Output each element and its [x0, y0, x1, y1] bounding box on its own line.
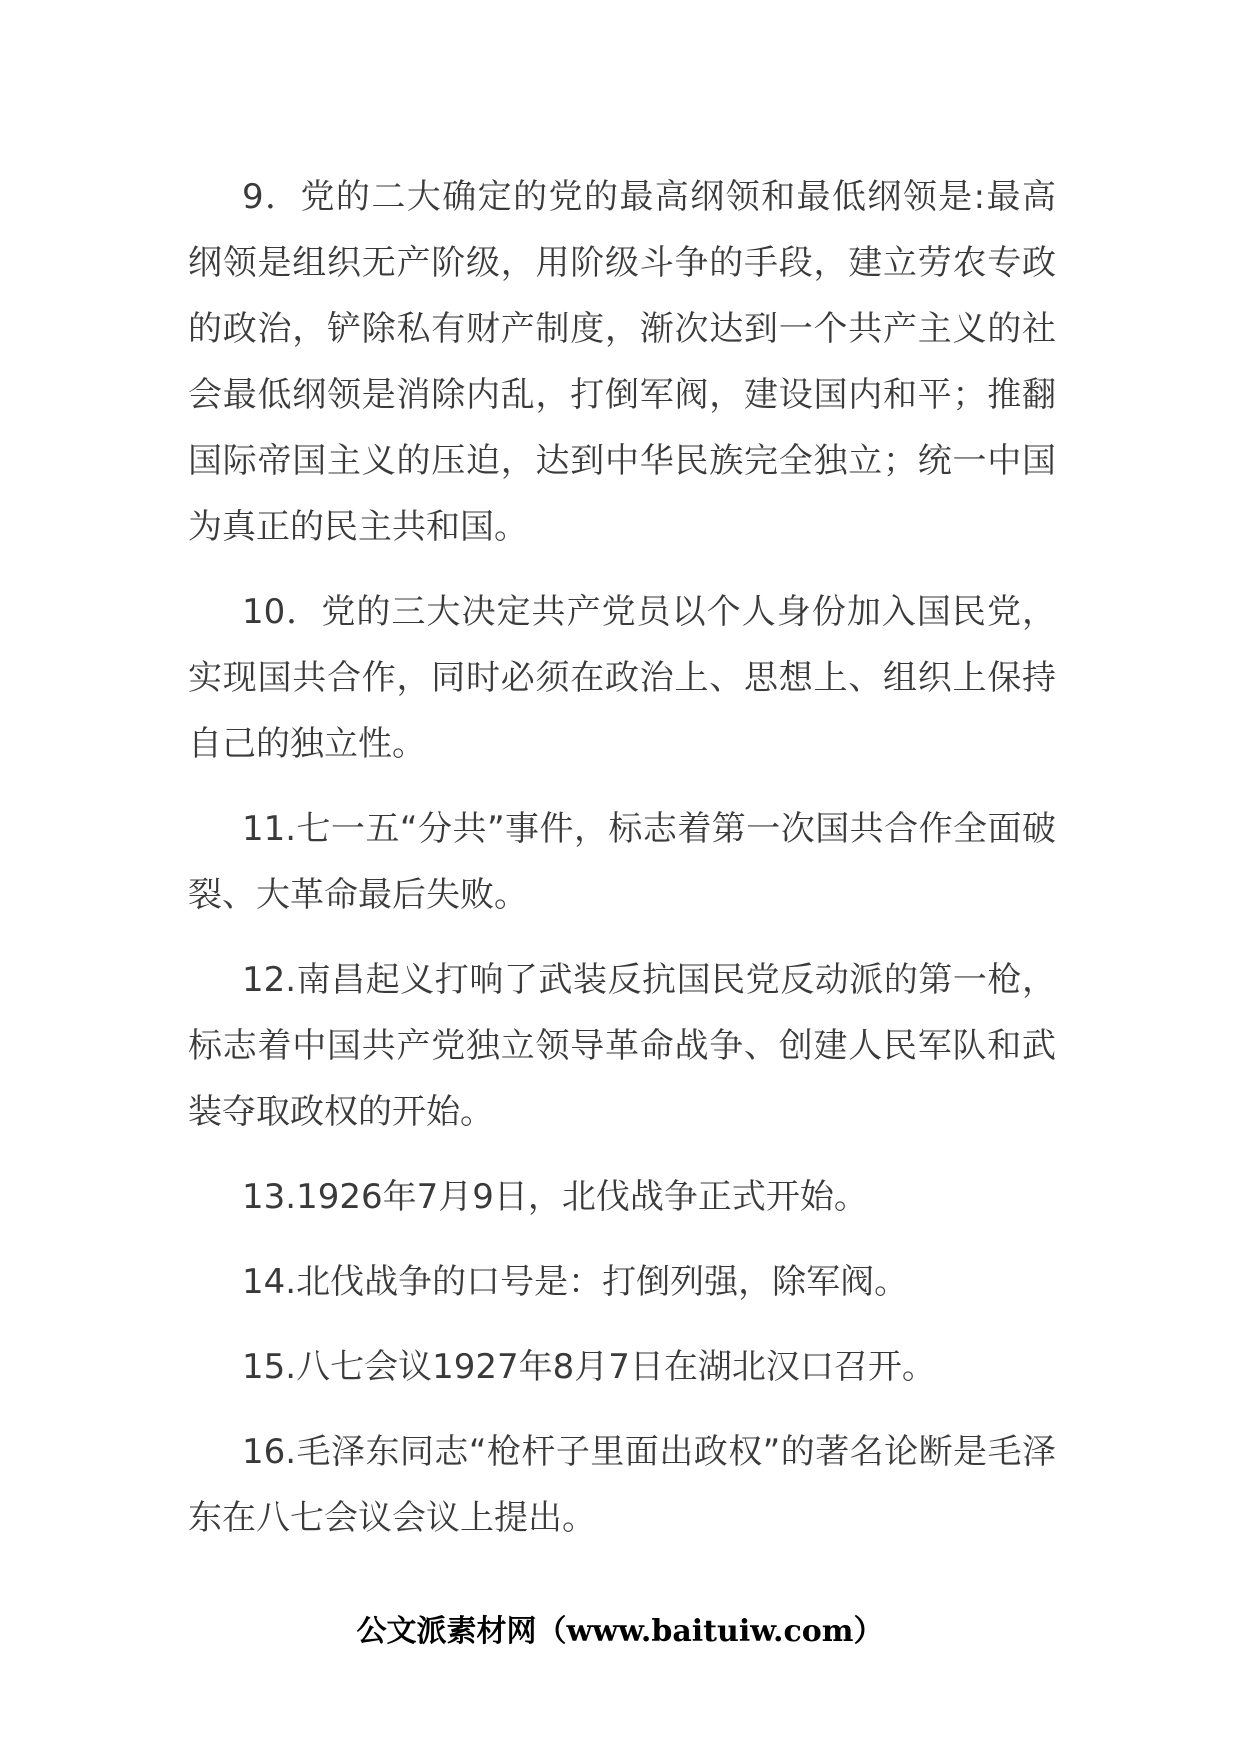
- paragraph-16: 16.毛泽东同志“枪杆子里面出政权”的著名论断是毛泽东在八七会议会议上提出。: [188, 1432, 1056, 1538]
- paragraph-10: 10．党的三大决定共产党员以个人身份加入国民党，实现国共合作，同时必须在政治上、思想上、组织上保持自己的独立性。: [188, 592, 1056, 764]
- paragraph-11: 11.七一五“分共”事件，标志着第一次国共合作全面破裂、大革命最后失败。: [188, 809, 1056, 915]
- paragraph-13: 13.1926年7月9日，北伐战争正式开始。: [242, 1177, 868, 1217]
- paragraph-9: 9．党的二大确定的党的最高纲领和最低纲领是:最高纲领是组织无产阶级，用阶级斗争的手段，建立劳农专政的政治，铲除私有财产制度，渐次达到一个共产主义的社会最低纲领是消除内乱，打倒军阀，建设国内和平；推翻国际帝国主义的压迫，达到中华民族完全独立；统一中国为真正的民主共和国。: [188, 177, 1056, 547]
- paragraph-12: 12.南昌起义打响了武装反抗国民党反动派的第一枪，标志着中国共产党独立领导革命战争、创建人民军队和武装夺取政权的开始。: [188, 960, 1056, 1132]
- document-body: [188, 164, 1056, 1570]
- paragraph-14: 14.北伐战争的口号是：打倒列强，除军阀。: [242, 1262, 909, 1302]
- page-footer-source: 公文派素材网（www.baituiw.com）: [356, 1614, 884, 1649]
- paragraph-15: 15.八七会议1927年8月7日在湖北汉口召开。: [242, 1347, 936, 1387]
